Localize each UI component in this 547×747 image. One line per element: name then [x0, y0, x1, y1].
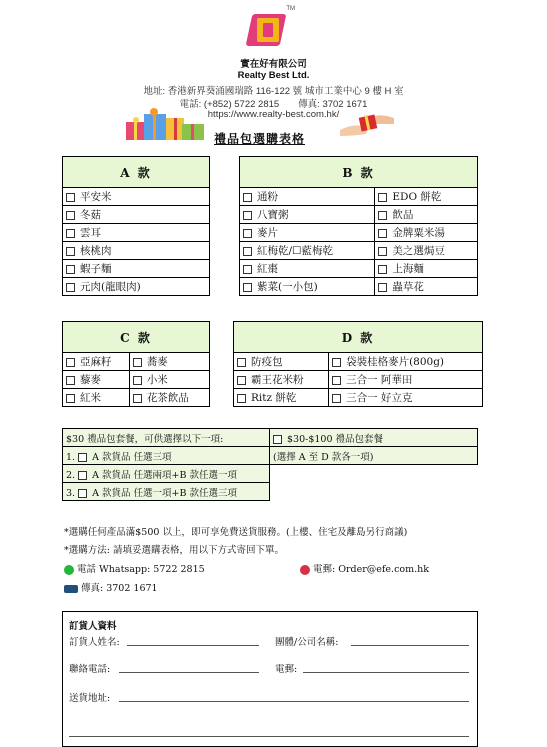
orderer-name-label: 訂貨人姓名: — [69, 637, 120, 648]
company-website[interactable]: https://www.realty-best.com.hk/ — [207, 109, 340, 120]
checkbox[interactable] — [66, 265, 75, 274]
set-c-item[interactable]: 紅米 — [63, 389, 130, 407]
address-field-line-2[interactable] — [69, 736, 469, 737]
orderer-info-title: 訂貨人資料 — [69, 621, 117, 632]
package-30-100-title[interactable]: $30-$100 禮品包套餐 — [270, 429, 478, 447]
set-a-item[interactable]: 雲耳 — [63, 224, 210, 242]
set-b-item[interactable]: 八寶粥 — [240, 206, 375, 224]
delivery-note: *選購任何產品滿$500 以上，即可享免費送貨服務。(上樓、住宅及離島另行商議) — [64, 527, 408, 538]
set-b-item[interactable]: 上海麵 — [375, 260, 478, 278]
set-a-item[interactable]: 蝦子麵 — [63, 260, 210, 278]
set-a-item[interactable]: 核桃肉 — [63, 242, 210, 260]
set-c-item[interactable]: 藜麥 — [63, 371, 130, 389]
set-d-title: D 款 — [234, 322, 483, 353]
organization-field[interactable] — [351, 645, 469, 646]
company-address: 地址: 香港新界葵涌國瑞路 116-122 號 城市工業中心 9 樓 H 室 — [143, 86, 404, 97]
set-d-item[interactable]: Ritz 餅乾 — [234, 389, 329, 407]
email-field[interactable] — [303, 672, 469, 673]
address-field[interactable] — [119, 701, 469, 702]
whatsapp-icon — [64, 565, 74, 575]
email-label: 電郵: — [275, 664, 298, 675]
package-30-option[interactable]: 1. A 款貨品 任選三項 — [63, 447, 270, 465]
company-name-zh: 實在好有限公司 — [240, 59, 307, 70]
logo-tm: TM — [286, 6, 295, 12]
set-b-item[interactable]: 麥片 — [240, 224, 375, 242]
gift-handover-image — [338, 108, 396, 140]
checkbox[interactable] — [66, 193, 75, 202]
organization-label: 團體/公司名稱: — [275, 637, 339, 648]
gift-boxes-image — [124, 104, 208, 144]
set-d-item[interactable]: 袋裝桂格麥片(800g) — [329, 353, 483, 371]
phone-label: 聯絡電話: — [69, 664, 111, 675]
set-d-item[interactable]: 三合一 阿華田 — [329, 371, 483, 389]
set-a-table — [62, 156, 210, 296]
checkbox[interactable] — [66, 247, 75, 256]
address-label: 送貨地址: — [69, 693, 111, 704]
set-c-item[interactable]: 花茶飲品 — [129, 389, 209, 407]
fax-icon — [64, 585, 78, 593]
package-30-table — [62, 428, 270, 501]
checkbox[interactable] — [66, 211, 75, 220]
set-a-item[interactable]: 平安米 — [63, 188, 210, 206]
orderer-name-field[interactable] — [127, 645, 259, 646]
package-30-option[interactable]: 3. A 款貨品 任選一項+B 款任選三項 — [63, 483, 270, 501]
phone-field[interactable] — [119, 672, 259, 673]
set-b-item[interactable]: 金牌粟米湯 — [375, 224, 478, 242]
package-30-100-table — [269, 428, 478, 465]
set-b-item[interactable]: 通粉 — [240, 188, 375, 206]
set-b-item[interactable]: 美之選焗豆 — [375, 242, 478, 260]
set-b-title: B 款 — [240, 157, 478, 188]
set-c-title: C 款 — [63, 322, 210, 353]
set-d-item[interactable]: 霸王花米粉 — [234, 371, 329, 389]
set-c-item[interactable]: 亞麻籽 — [63, 353, 130, 371]
set-a-item[interactable]: 元肉(龍眼肉) — [63, 278, 210, 296]
order-method-note: *選購方法: 請填妥選購表格，用以下方式寄回下單。 — [64, 545, 284, 556]
set-a-title: A 款 — [63, 157, 210, 188]
set-d-item[interactable]: 三合一 好立克 — [329, 389, 483, 407]
set-b-item[interactable]: EDO 餅乾 — [375, 188, 478, 206]
set-b-item[interactable]: 紫菜(一小包) — [240, 278, 375, 296]
set-b-item[interactable]: 蟲草花 — [375, 278, 478, 296]
package-30-100-note: (選擇 A 至 D 款各一項) — [270, 447, 478, 465]
orderer-info-form — [62, 611, 478, 747]
fax-line: 傳真: 3702 1671 — [64, 580, 158, 594]
company-logo — [243, 6, 297, 46]
checkbox[interactable] — [66, 229, 75, 238]
set-c-item[interactable]: 小米 — [129, 371, 209, 389]
set-d-item[interactable]: 防疫包 — [234, 353, 329, 371]
set-c-table — [62, 321, 210, 407]
set-b-table — [239, 156, 478, 296]
set-d-table — [233, 321, 483, 407]
whatsapp-line: 電話 Whatsapp: 5722 2815 — [64, 561, 205, 575]
package-30-title: $30 禮品包套餐，可供選擇以下一項: — [63, 429, 270, 447]
set-b-item[interactable]: 紅棗 — [240, 260, 375, 278]
set-b-item[interactable]: 飲品 — [375, 206, 478, 224]
form-title: 禮品包選購表格 — [214, 132, 306, 146]
set-c-item[interactable]: 蕎麥 — [129, 353, 209, 371]
company-phone-fax: 電話: (+852) 5722 2815 傳真: 3702 1671 — [179, 99, 368, 110]
checkbox[interactable] — [66, 283, 75, 292]
set-b-item[interactable]: 紅梅乾/☐藍梅乾 — [240, 242, 375, 260]
email-icon — [300, 565, 310, 575]
email-line: 電郵: Order@efe.com.hk — [300, 561, 429, 575]
set-a-item[interactable]: 冬菇 — [63, 206, 210, 224]
package-30-option[interactable]: 2. A 款貨品 任選兩項+B 款任選一項 — [63, 465, 270, 483]
company-name-en: Realty Best Ltd. — [237, 70, 310, 81]
